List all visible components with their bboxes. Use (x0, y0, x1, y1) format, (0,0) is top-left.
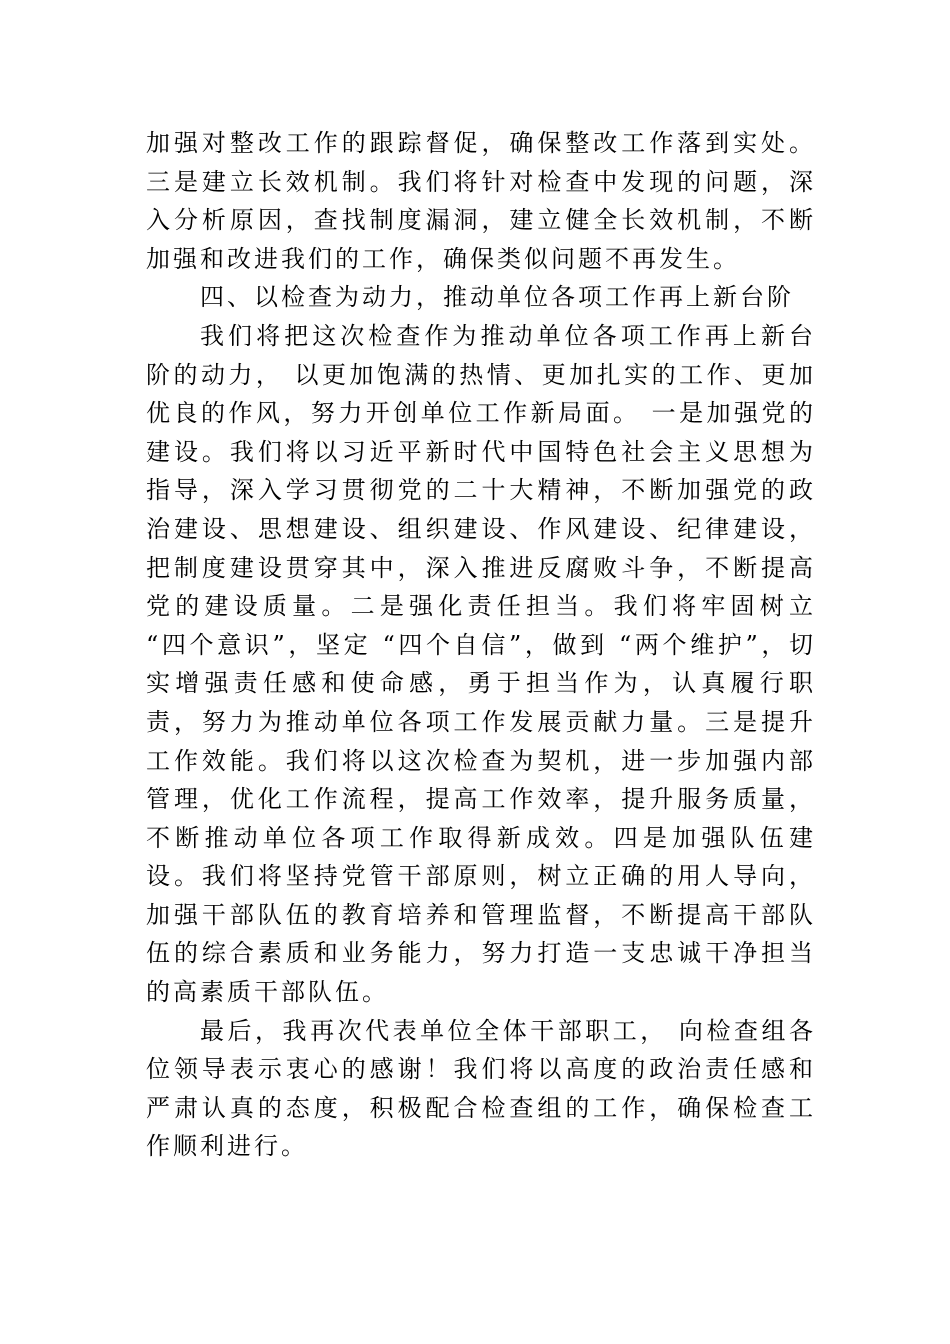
paragraph-closing: 最后，我再次代表单位全体干部职工， 向检查组各位领导表示衷心的感谢！我们将以高度的政治责任感和严肃认真的态度，积极配合检查组的工作，确保检查工作顺利进行。 (146, 1016, 816, 1161)
paragraph-section-body: 我们将把这次检查作为推动单位各项工作再上新台阶的动力， 以更加饱满的热情、更加扎实的工作、更加优良的作风，努力开创单位工作新局面。 一是加强党的建设。我们将以习近平新时代中国特色社会主义思想为指导，深入学习贯彻党的二十大精神，不断加强党的政治建设、思想建设、组织建设、作风建设、纪律建设，把制度建设贯穿其中，深入推进反腐败斗争，不断提高党的建设质量。二是强化责任担当。我们将牢固树立 “四个意识”，坚定 “四个自信”，做到 “两个维护”，切实增强责任感和使命感，勇于担当作为，认真履行职责，努力为推动单位各项工作发展贡献力量。三是提升工作效能。我们将以这次检查为契机，进一步加强内部管理，优化工作流程，提高工作效率，提升服务质量，不断推动单位各项工作取得新成效。四是加强队伍建设。我们将坚持党管干部原则，树立正确的用人导向，加强干部队伍的教育培养和管理监督，不断提高干部队伍的综合素质和业务能力，努力打造一支忠诚干净担当的高素质干部队伍。 (146, 321, 816, 1007)
document-body (146, 124, 816, 1166)
section-heading: 四、以检查为动力，推动单位各项工作再上新台阶 (200, 283, 794, 312)
paragraph-continuation: 加强对整改工作的跟踪督促，确保整改工作落到实处。三是建立长效机制。我们将针对检查中发现的问题，深入分析原因，查找制度漏洞，建立健全长效机制，不断加强和改进我们的工作，确保类似问题不再发生。 (146, 129, 816, 273)
